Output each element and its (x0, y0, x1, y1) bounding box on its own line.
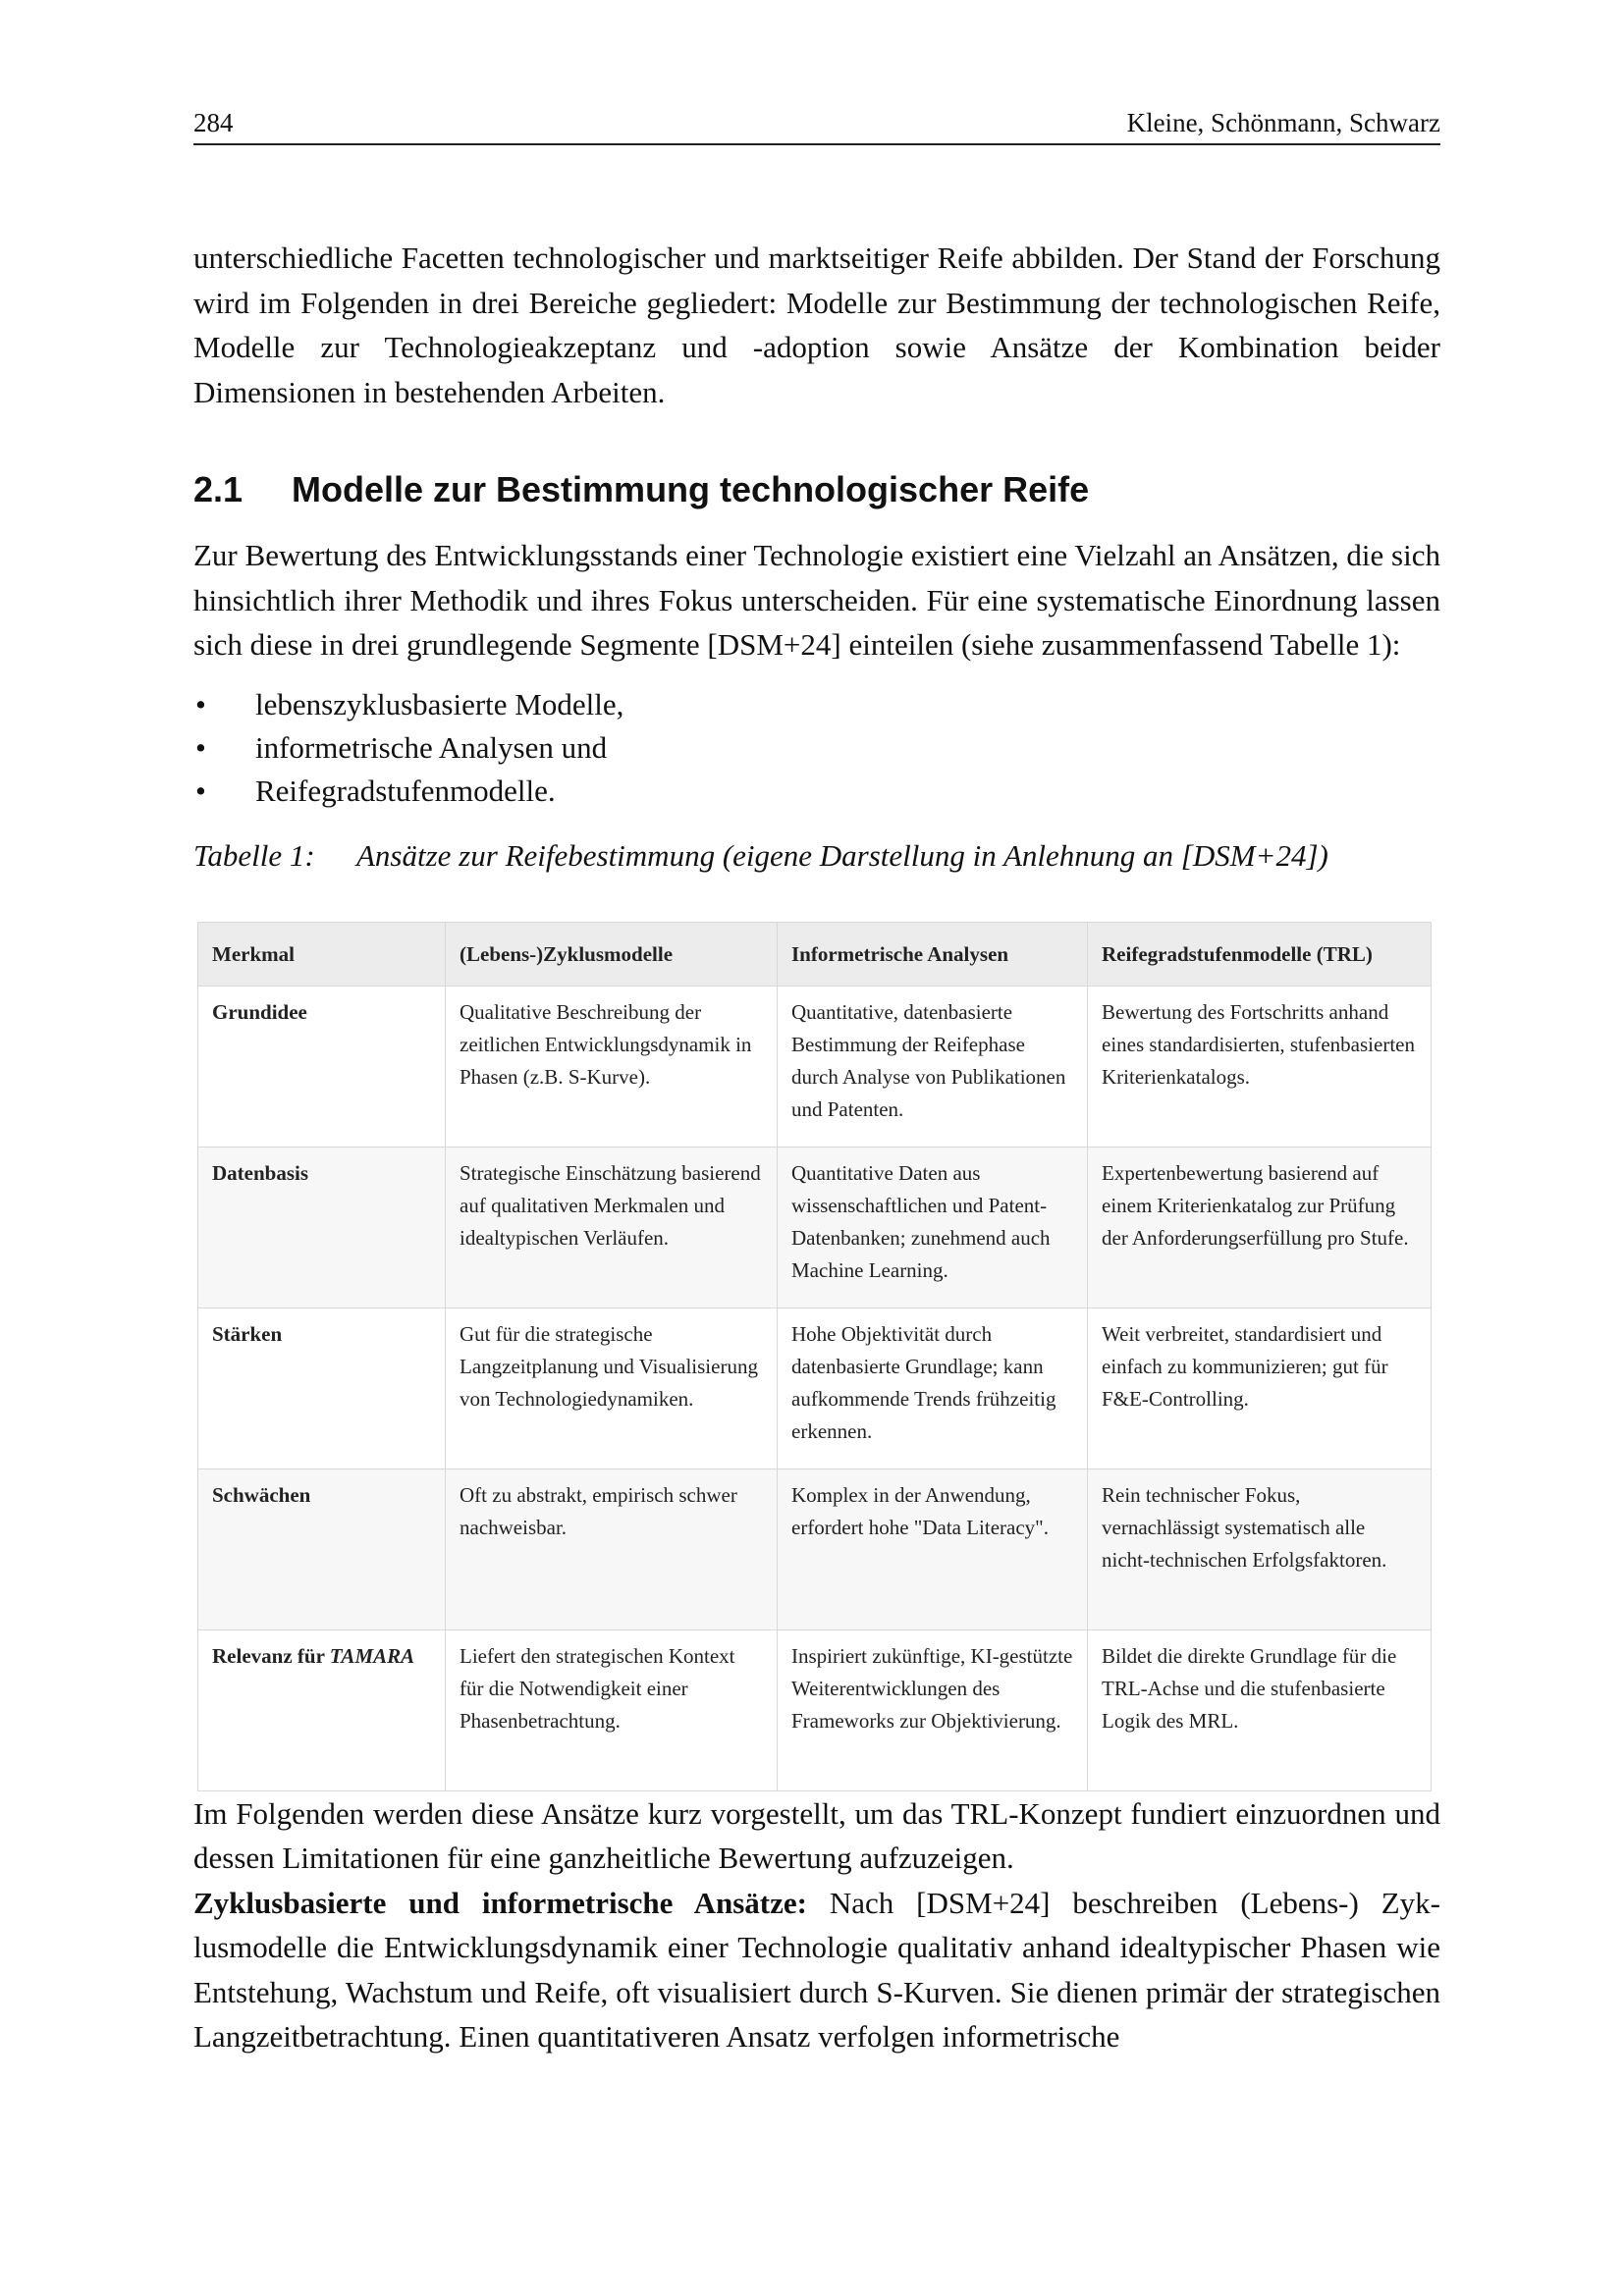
table-cell: Inspiriert zukünftige, KI-gestützte Weiterentwicklungen des Frameworks zur Objektivierung. (778, 1629, 1088, 1790)
closing-text: Nach [DSM+24] beschreiben (Lebens-) Zyklusmodelle die Entwicklungsdynamik einer Technologie qualitativ anhand idealtypischer Phasen wie Entstehung, Wachstum und Reife, oft visualisiert durch S-Kurven. Sie dienen primär der strategischen Langzeitbetrachtung. Einen quantitativeren Ansatz verfolgen informetrische (193, 1885, 1440, 2054)
table-container (197, 922, 1431, 1791)
table-header-row (198, 922, 1432, 986)
after-table-paragraph: Im Folgenden werden diese Ansätze kurz vorgestellt, um das TRL-Konzept fundiert einzuordnen und dessen Limitationen für eine ganzheitliche Bewertung aufzuzeigen. (193, 1795, 1440, 1875)
table-cell: Liefert den strategischen Kontext für die Notwendigkeit einer Phasenbetrachtung. (446, 1629, 778, 1790)
table-row (198, 1147, 1432, 1308)
table-header-cell: Reifegradstufenmodelle (TRL) (1088, 922, 1432, 986)
table-header-cell: (Lebens-)Zyklusmodelle (446, 922, 778, 986)
table-caption (193, 834, 1440, 878)
running-authors: Kleine, Schönmann, Schwarz (1126, 108, 1440, 137)
table-cell: Rein technischer Fokus, vernachlässigt systematisch alle nicht-technischen Erfolgsfaktoren. (1088, 1468, 1432, 1629)
table-row (198, 1629, 1432, 1790)
document-page (193, 106, 1440, 2059)
table-row (198, 986, 1432, 1147)
list-item-text: lebenszyklusbasierte Modelle, (255, 686, 624, 721)
table-header-cell: Informetrische Analysen (778, 922, 1088, 986)
segment-list (193, 683, 1440, 813)
table-row (198, 1308, 1432, 1468)
bullet-icon: • (195, 773, 206, 808)
table-cell: Gut für die strategische Langzeitplanung und Visualisierung von Technologiedynamiken. (446, 1308, 778, 1468)
table-cell: Bildet die direkte Grundlage für die TRL-Achse und die stufenbasierte Logik des MRL. (1088, 1629, 1432, 1790)
table-row-label: Stärken (198, 1308, 446, 1468)
table-row-label: Schwächen (198, 1468, 446, 1629)
table-cell: Quantitative Daten aus wissenschaftlichen und Patent-Datenbanken; zunehmend auch Machine Learning. (778, 1147, 1088, 1308)
bullet-icon: • (195, 686, 206, 721)
closing-lead: Zyklusbasierte und informetrische Ansätze: (193, 1885, 807, 1920)
list-item-text: informetrische Analysen und (255, 729, 608, 765)
list-item-text: Reifegradstufenmodelle. (255, 773, 556, 808)
table-row-label: Grundidee (198, 986, 446, 1147)
list-item (193, 726, 1440, 770)
section-number: 2.1 (193, 469, 244, 509)
table-cell: Quantitative, datenbasierte Bestimmung der Reifephase durch Analyse von Publikationen und Patenten. (778, 986, 1088, 1147)
table-row-label: Datenbasis (198, 1147, 446, 1308)
intro-paragraph: unterschiedliche Facetten technologischer und marktseitiger Reife abbilden. Der Stand der Forschung wird im Folgenden in drei Bereiche gegliedert: Modelle zur Bestimmung der technologischen Reife, Modelle zur Technologieakzeptanz und -adoption sowie Ansätze der Kombination beider Dimensionen in bestehenden Arbeiten. (193, 240, 1440, 409)
table-caption-label: Tabelle 1: (193, 837, 315, 873)
table-cell: Expertenbewertung basierend auf einem Kriterienkatalog zur Prüfung der Anforderungserfüllung pro Stufe. (1088, 1147, 1432, 1308)
section-heading (193, 468, 1440, 511)
table-cell: Komplex in der Anwendung, erfordert hohe "Data Literacy". (778, 1468, 1088, 1629)
table-caption-text: Ansätze zur Reifebestimmung (eigene Darstellung in Anlehnung an [DSM+24]) (356, 837, 1328, 873)
table-cell: Bewertung des Fortschritts anhand eines standardisierten, stufenbasierten Kriterienkatalogs. (1088, 986, 1432, 1147)
table-cell: Hohe Objektivität durch datenbasierte Grundlage; kann aufkommende Trends frühzeitig erkennen. (778, 1308, 1088, 1468)
table-header-cell: Merkmal (198, 922, 446, 986)
closing-paragraph (193, 1881, 1440, 2059)
table-cell: Oft zu abstrakt, empirisch schwer nachweisbar. (446, 1468, 778, 1629)
running-header (193, 106, 1440, 145)
approaches-table (197, 922, 1432, 1791)
table-cell: Weit verbreitet, standardisiert und einfach zu kommunizieren; gut für F&E-Controlling. (1088, 1308, 1432, 1468)
table-row-label: Relevanz für TAMARA (198, 1629, 446, 1790)
list-item (193, 770, 1440, 813)
bullet-icon: • (195, 729, 206, 765)
list-item (193, 683, 1440, 726)
section-title: Modelle zur Bestimmung technologischer Reife (292, 469, 1090, 509)
section-paragraph: Zur Bewertung des Entwicklungsstands einer Technologie existiert eine Vielzahl an Ansätzen, die sich hinsichtlich ihrer Methodik und ihres Fokus unterscheiden. Für eine systematische Einordnung lassen sich diese in drei grundlegende Segmente [DSM+24] einteilen (siehe zusammenfassend Tabelle 1): (193, 538, 1440, 662)
page-number: 284 (193, 108, 234, 137)
table-row (198, 1468, 1432, 1629)
table-cell: Strategische Einschätzung basierend auf qualitativen Merkmalen und idealtypischen Verläufen. (446, 1147, 778, 1308)
table-cell: Qualitative Beschreibung der zeitlichen Entwicklungsdynamik in Phasen (z.B. S-Kurve). (446, 986, 778, 1147)
